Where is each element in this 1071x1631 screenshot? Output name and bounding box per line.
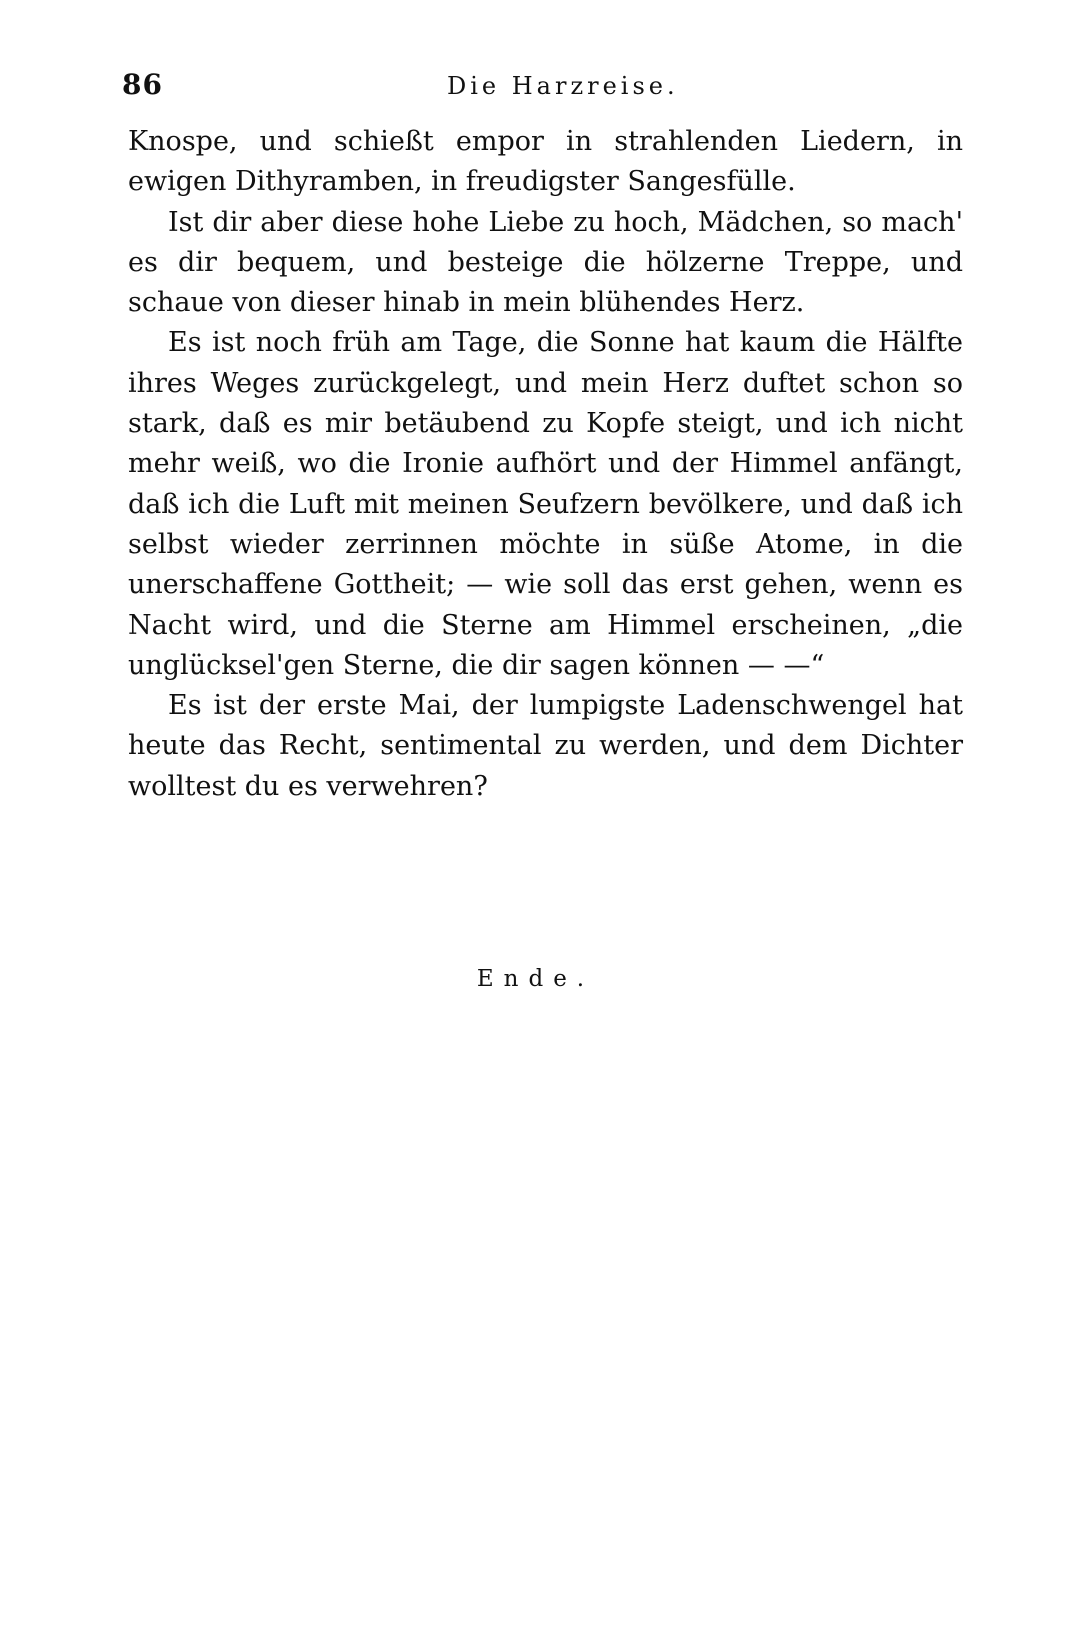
end-mark: Ende. [476,966,595,992]
body-text [128,122,963,807]
paragraph-1: Knospe, und schießt empor in strahlenden Liedern, in ewigen Dithyramben, in freudigster Sangesfülle. [128,126,963,198]
paragraph-2: Ist dir aber diese hohe Liebe zu hoch, Mädchen, so mach' es dir bequem, und besteige die hölzerne Treppe, und schaue von dieser hinab in mein blühendes Herz. [128,206,963,319]
running-title: Die Harzreise. [447,72,679,100]
paragraph-4: Es ist der erste Mai, der lumpigste Ladenschwengel hat heute das Recht, sentimental zu werden, und dem Dichter wolltest du es verwehren? [128,690,963,802]
paragraph-3: Es ist noch früh am Tage, die Sonne hat kaum die Hälfte ihres Weges zurückgelegt, und mein Herz duftet schon so stark, daß es mir betäubend zu Kopfe steigt, und ich nicht mehr weiß, wo die Ironie aufhört und der Himmel anfängt, daß ich die Luft mit meinen Seufzern bevölkere, und daß ich selbst wieder zerrinnen möchte in süße Atome, in die unerschaffene Gottheit; — wie soll das erst gehen, wenn es Nacht wird, und die Sterne am Himmel erscheinen, „die unglücksel'gen Sterne, die dir sagen können — —“ [128,327,963,681]
page-number: 86 [122,68,163,101]
page-header [122,68,972,108]
